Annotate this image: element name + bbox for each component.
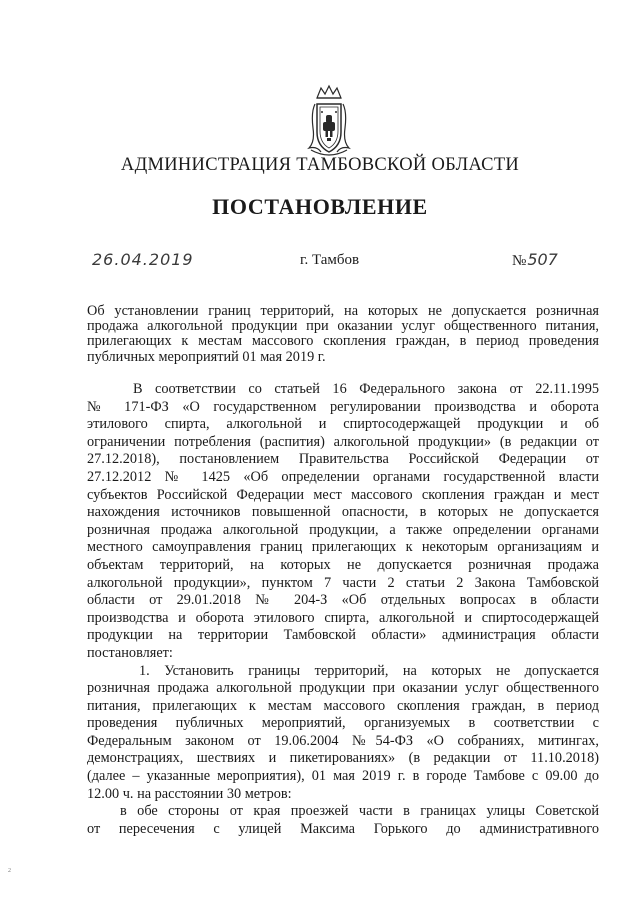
text-line: демонстрациях, шествиях и пикетированиях» (в редакции от 11.10.2018) <box>87 750 599 767</box>
text-line: объектам территорий, на которых не допускается розничная продажа <box>87 556 599 573</box>
text-line: производства и оборота этилового спирта, алкогольной и спиртосодержащей <box>87 609 599 626</box>
text-line: 27.12.2012 № 1425 «Об определении органами государственной власти <box>87 468 599 485</box>
text-line: в обе стороны от края проезжей части в границах улицы Советской <box>120 803 599 820</box>
text-line: В соответствии со статьей 16 Федерального закона от 22.11.1995 <box>133 381 599 397</box>
handwritten-number: 507 <box>527 250 558 269</box>
text-line: проведения публичных мероприятий, организуемых в соответствии с <box>87 715 599 732</box>
document-body <box>87 381 599 838</box>
paragraph-1 <box>87 381 599 663</box>
text-line: (далее – указанные мероприятия), 01 мая 2019 г. в городе Тамбове с 09.00 до <box>87 768 599 785</box>
text-line: постановляет: <box>87 644 173 661</box>
text-line: Федеральным законом от 19.06.2004 №54-ФЗ «О собраниях, митингах, <box>87 732 599 749</box>
city-label: г. Тамбов <box>300 252 360 268</box>
text-line: ограничении потребления (распития) алкогольной продукции» (в редакции от <box>87 433 599 450</box>
margin-mark: 2 <box>8 868 11 874</box>
text-line: розничная продажа алкогольной продукции, а также определении органами <box>87 521 599 538</box>
paragraph-3 <box>87 803 599 838</box>
tambov-coat-of-arms-icon <box>297 82 361 162</box>
text-line: от пересечения с улицей Максима Горького до административного <box>87 820 599 837</box>
text-line: этилового спирта, алкогольной и спиртосодержащей продукции и об <box>87 416 599 433</box>
agency-name: АДМИНИСТРАЦИЯ ТАМБОВСКОЙ ОБЛАСТИ <box>120 155 520 175</box>
text-line: местного самоуправления границ прилегающих к некоторым организациям и <box>87 539 599 556</box>
text-line: питания, прилегающих к местам массового скопления граждан, в период <box>87 697 599 714</box>
text-line: 1. Установить границы территорий, на которых не допускается <box>139 662 599 679</box>
document-subject: Об установлении границ территорий, на которых не допускается розничная продажа алкогольной продукции при оказании услуг общественного питания, прилегающих к местам массового скопления граждан, в период проведения публичных мероприятий 01 мая 2019 г. <box>87 303 599 365</box>
text-line: области от 29.01.2018 № 204-З «Об отдельных вопросах в области <box>87 592 599 609</box>
number-sign: № <box>512 253 527 269</box>
document-number <box>512 250 558 270</box>
text-line: алкогольной продукции», пунктом 7 части 2 статьи 2 Закона Тамбовской <box>87 574 599 591</box>
text-line: нахождения источников повышенной опасности, в которых не допускается <box>87 504 599 521</box>
text-line: 12.00 ч. на расстоянии 30 метров: <box>87 785 292 802</box>
text-line: розничная продажа алкогольной продукции при оказании услуг общественного <box>87 680 599 697</box>
handwritten-date: 26.04.2019 <box>92 250 194 269</box>
text-line: субъектов Российской Федерации мест массового скопления граждан и мест <box>87 486 599 503</box>
text-line: 27.12.2018), постановлением Правительства Российской Федерации от <box>87 451 599 468</box>
text-line: продукции на территории Тамбовской области» администрация области <box>87 627 599 644</box>
document-type: ПОСТАНОВЛЕНИЕ <box>212 194 428 219</box>
paragraph-2 <box>87 663 599 804</box>
text-line: № 171-ФЗ «О государственном регулировании производства и оборота <box>87 398 599 415</box>
